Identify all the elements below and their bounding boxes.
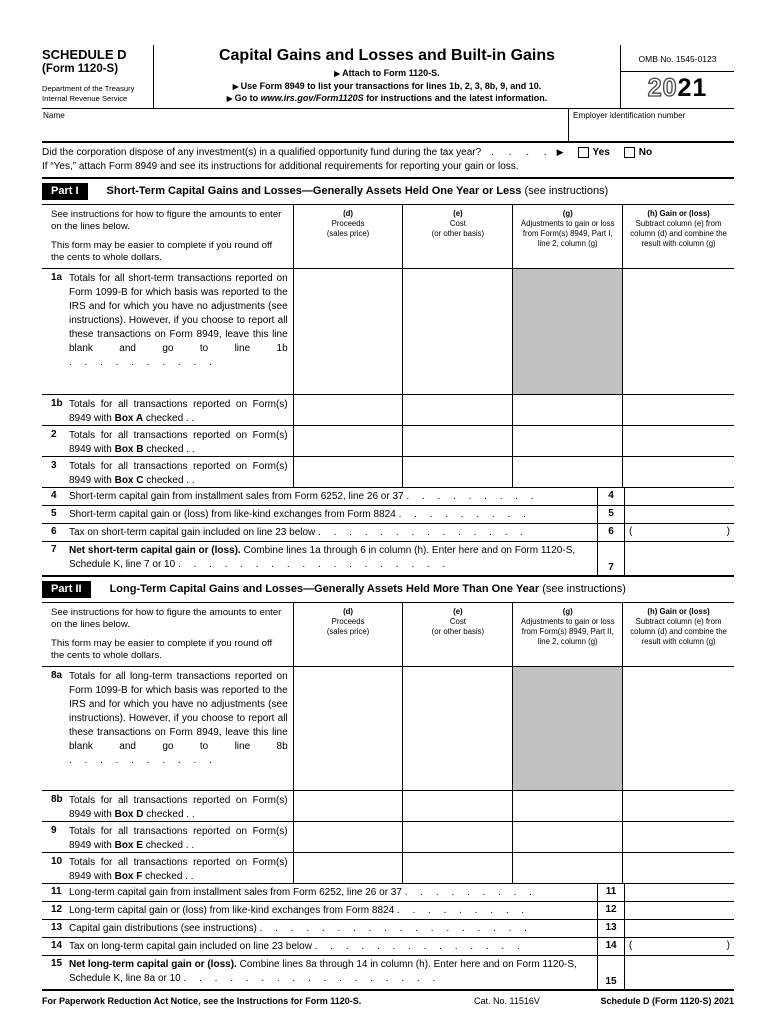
- form-body: [42, 45, 734, 1006]
- row-12-line-number: 12: [597, 902, 624, 919]
- row-4-line-number: 4: [597, 488, 624, 505]
- cell-4-amount[interactable]: [624, 488, 734, 505]
- department-line-1: Department of the Treasury: [42, 84, 135, 94]
- cell-10-cost[interactable]: [402, 853, 512, 883]
- row-1b: [42, 395, 734, 426]
- part2-header: [42, 577, 734, 602]
- cell-7-amount[interactable]: [624, 542, 734, 575]
- arrow-icon: ▶: [226, 94, 235, 104]
- name-label: Name: [43, 110, 65, 120]
- arrow-icon: ▶: [334, 69, 343, 78]
- cell-1b-gain-loss[interactable]: [622, 395, 734, 425]
- row-8a: [42, 667, 734, 791]
- col-header-cost: (e) Cost (or other basis): [402, 603, 512, 666]
- col-header-adjustments: (g) Adjustments to gain or loss from Form(s) 8949, Part I, line 2, column (g): [512, 205, 622, 268]
- department-lines: [42, 84, 149, 103]
- name-field[interactable]: [42, 109, 568, 141]
- cell-8b-cost[interactable]: [402, 791, 512, 821]
- question-line-1: [42, 147, 734, 158]
- cell-9-proceeds[interactable]: [293, 822, 403, 852]
- arrow-icon: ▶: [232, 81, 241, 91]
- no-checkbox[interactable]: [624, 147, 635, 158]
- catalog-number: Cat. No. 11516V: [474, 995, 540, 1006]
- row-8b-description: 8b Totals for all transactions reported on Form(s) 8949 with Box D checked . .: [51, 793, 288, 820]
- row-3-description: 3 Totals for all transactions reported on Form(s) 8949 with Box C checked . .: [51, 459, 288, 486]
- row-15-line-number: 15: [597, 956, 624, 989]
- cell-13-amount[interactable]: [624, 920, 734, 937]
- cell-15-amount[interactable]: [624, 956, 734, 989]
- paperwork-notice: For Paperwork Reduction Act Notice, see the Instructions for Form 1120-S.: [42, 995, 362, 1006]
- row-6: 6 Tax on short-term capital gain included on line 23 below . . . . . . . . . . . . . . 6 ( ): [42, 524, 734, 542]
- col-header-adjustments: (g) Adjustments to gain or loss from Form(s) 8949, Part II, line 2, column (g): [512, 603, 622, 666]
- cell-1b-proceeds[interactable]: [293, 395, 403, 425]
- website-instruction: ▶ Go to www.irs.gov/Form1120S for instructions and the latest information.: [226, 93, 548, 104]
- cell-3-gain-loss[interactable]: [622, 457, 734, 487]
- cell-3-cost[interactable]: [402, 457, 512, 487]
- opportunity-fund-question: [42, 143, 734, 179]
- row-1b-description: 1b Totals for all transactions reported on Form(s) 8949 with Box A checked . .: [51, 397, 288, 424]
- omb-number: OMB No. 1545-0123: [621, 45, 734, 72]
- cell-1b-cost[interactable]: [402, 395, 512, 425]
- paren-open: (: [629, 525, 633, 537]
- row-13-line-number: 13: [597, 920, 624, 937]
- row-3: [42, 457, 734, 488]
- cell-2-gain-loss[interactable]: [622, 426, 734, 456]
- part1-column-headers: [42, 205, 734, 269]
- row-13: 13 Capital gain distributions (see instructions) . . . . . . . . . . . . . . . . . . 13: [42, 920, 734, 938]
- cell-9-gain-loss[interactable]: [622, 822, 734, 852]
- part1-title: Short-Term Capital Gains and Losses—Generally Assets Held One Year or Less (see instructions): [106, 185, 609, 198]
- col-header-proceeds: (d) Proceeds (sales price): [293, 205, 403, 268]
- row-2-description: 2 Totals for all transactions reported on Form(s) 8949 with Box B checked . .: [51, 428, 288, 455]
- paren-close: ): [726, 939, 730, 951]
- col-header-gain-loss: (h) Gain or (loss) Subtract column (e) from column (d) and combine the result with column (g): [622, 603, 734, 666]
- part2-title: Long-Term Capital Gains and Losses—Generally Assets Held More Than One Year (see instructions): [109, 583, 626, 596]
- cell-8a-adjustments-shaded: [512, 667, 622, 790]
- question-text: Did the corporation dispose of any investment(s) in a qualified opportunity fund during the tax year?: [42, 146, 482, 158]
- cell-14-amount[interactable]: [624, 938, 734, 955]
- cell-1a-cost[interactable]: [402, 269, 512, 394]
- col-header-description: See instructions for how to figure the amounts to enter on the lines below. This form may be easier to complete if you round off the cents to whole dollars.: [51, 606, 282, 662]
- cell-8a-cost[interactable]: [402, 667, 512, 790]
- part1-table: [42, 204, 734, 577]
- row-1a: [42, 269, 734, 395]
- row-9-description: 9 Totals for all transactions reported on Form(s) 8949 with Box E checked . .: [51, 824, 288, 851]
- row-8a-description: 8a Totals for all long-term transactions reported on Form 1099-B for which basis was reported to the IRS and for which you have no adjustments (see instructions). However, if you choose to report all these transactions on Form 8949, leave this line blank and go to line 8b . . . . . . . . . .: [51, 669, 288, 766]
- cell-2-cost[interactable]: [402, 426, 512, 456]
- cell-10-proceeds[interactable]: [293, 853, 403, 883]
- row-5-line-number: 5: [597, 506, 624, 523]
- cell-1a-gain-loss[interactable]: [622, 269, 734, 394]
- row-7-line-number: 7: [597, 542, 624, 575]
- row-8b: [42, 791, 734, 822]
- part1-label: Part I: [42, 183, 88, 200]
- part1-header: [42, 179, 734, 204]
- col-header-cost: (e) Cost (or other basis): [402, 205, 512, 268]
- cell-9-cost[interactable]: [402, 822, 512, 852]
- row-14: 14 Tax on long-term capital gain included on line 23 below . . . . . . . . . . . . . . 14 ( ): [42, 938, 734, 956]
- part2-label: Part II: [42, 581, 91, 598]
- cell-12-amount[interactable]: [624, 902, 734, 919]
- row-10-description: 10 Totals for all transactions reported on Form(s) 8949 with Box F checked . .: [51, 855, 288, 882]
- col-header-description: See instructions for how to figure the amounts to enter on the lines below. This form may be easier to complete if you round off the cents to whole dollars.: [51, 208, 282, 264]
- cell-3-adjustments[interactable]: [512, 457, 622, 487]
- row-9: [42, 822, 734, 853]
- form-title-block: [154, 45, 620, 108]
- cell-9-adjustments[interactable]: [512, 822, 622, 852]
- cell-11-amount[interactable]: [624, 884, 734, 901]
- cell-2-proceeds[interactable]: [293, 426, 403, 456]
- row-12: 12 Long-term capital gain or (loss) from like-kind exchanges from Form 8824 . . . . . . . . . 12: [42, 902, 734, 920]
- row-6-line-number: 6: [597, 524, 624, 541]
- ein-label: Employer identification number: [573, 110, 686, 120]
- cell-8b-adjustments[interactable]: [512, 791, 622, 821]
- no-label: No: [638, 146, 653, 158]
- form-edition: Schedule D (Form 1120-S) 2021: [600, 995, 734, 1006]
- ein-field[interactable]: [568, 109, 734, 141]
- dot-leaders: . . . .: [491, 146, 553, 158]
- form-title: Capital Gains and Losses and Built-in Gains: [218, 47, 556, 64]
- row-1a-description: 1a Totals for all short-term transactions reported on Form 1099-B for which basis was reported to the IRS and for which you have no adjustments (see instructions). However, if you choose to report all these transactions on Form 8949, leave this line blank and go to line 1b . . . . . . . . . .: [51, 271, 288, 368]
- arrow-icon: ▶: [556, 146, 564, 157]
- row-7: 7 Net short-term capital gain or (loss). Combine lines 1a through 6 in column (h). Enter here and on Form 1120-S, Schedule K, line 7 or 10 . . . . . . . . . . . . . . . . . . 7: [42, 542, 734, 575]
- yes-checkbox[interactable]: [578, 147, 589, 158]
- form-id-block: [42, 45, 154, 108]
- part2-table: [42, 602, 734, 991]
- cell-3-proceeds[interactable]: [293, 457, 403, 487]
- row-4: 4 Short-term capital gain from installment sales from Form 6252, line 26 or 37 . . . . . . . . . 4: [42, 488, 734, 506]
- cell-2-adjustments[interactable]: [512, 426, 622, 456]
- col-header-gain-loss: (h) Gain or (loss) Subtract column (e) from column (d) and combine the result with column (g): [622, 205, 734, 268]
- paren-close: ): [726, 525, 730, 537]
- cell-8a-gain-loss[interactable]: [622, 667, 734, 790]
- row-14-line-number: 14: [597, 938, 624, 955]
- page-footer: [42, 996, 734, 1006]
- question-line-2: If “Yes,” attach Form 8949 and see its instructions for additional requirements for reporting your gain or loss.: [42, 160, 519, 172]
- form8949-instruction: ▶ Use Form 8949 to list your transactions for lines 1b, 2, 3, 8b, 9, and 10.: [232, 80, 542, 91]
- omb-year-block: [620, 45, 734, 108]
- yes-label: Yes: [592, 146, 610, 158]
- irs-url: www.irs.gov/Form1120S: [260, 93, 364, 104]
- row-11-line-number: 11: [597, 884, 624, 901]
- name-ein-row: [42, 109, 734, 143]
- row-5: 5 Short-term capital gain or (loss) from like-kind exchanges from Form 8824 . . . . . . . . . 5: [42, 506, 734, 524]
- row-15: 15 Net long-term capital gain or (loss). Combine lines 8a through 14 in column (h). Enter here and on Form 1120-S, Schedule K, line 8a or 10 . . . . . . . . . . . . . . . . . 15: [42, 956, 734, 989]
- form-number: (Form 1120-S): [42, 62, 119, 75]
- part2-column-headers: [42, 603, 734, 667]
- cell-8b-proceeds[interactable]: [293, 791, 403, 821]
- row-10: [42, 853, 734, 884]
- col-header-proceeds: (d) Proceeds (sales price): [293, 603, 403, 666]
- cell-8a-proceeds[interactable]: [293, 667, 403, 790]
- row-2: [42, 426, 734, 457]
- department-line-2: Internal Revenue Service: [42, 93, 128, 103]
- form-header: [42, 45, 734, 109]
- attach-instruction: ▶ Attach to Form 1120-S.: [334, 68, 440, 78]
- cell-1a-proceeds[interactable]: [293, 269, 403, 394]
- cell-8b-gain-loss[interactable]: [622, 791, 734, 821]
- row-11: 11 Long-term capital gain from installment sales from Form 6252, line 26 or 37 . . . . . . . . . 11: [42, 884, 734, 902]
- cell-1a-adjustments-shaded: [512, 269, 622, 394]
- tax-year: 2021: [647, 74, 708, 102]
- cell-6-amount[interactable]: [624, 524, 734, 541]
- cell-10-adjustments[interactable]: [512, 853, 622, 883]
- cell-5-amount[interactable]: [624, 506, 734, 523]
- schedule-name: SCHEDULE D: [42, 47, 127, 62]
- cell-10-gain-loss[interactable]: [622, 853, 734, 883]
- paren-open: (: [629, 939, 633, 951]
- cell-1b-adjustments[interactable]: [512, 395, 622, 425]
